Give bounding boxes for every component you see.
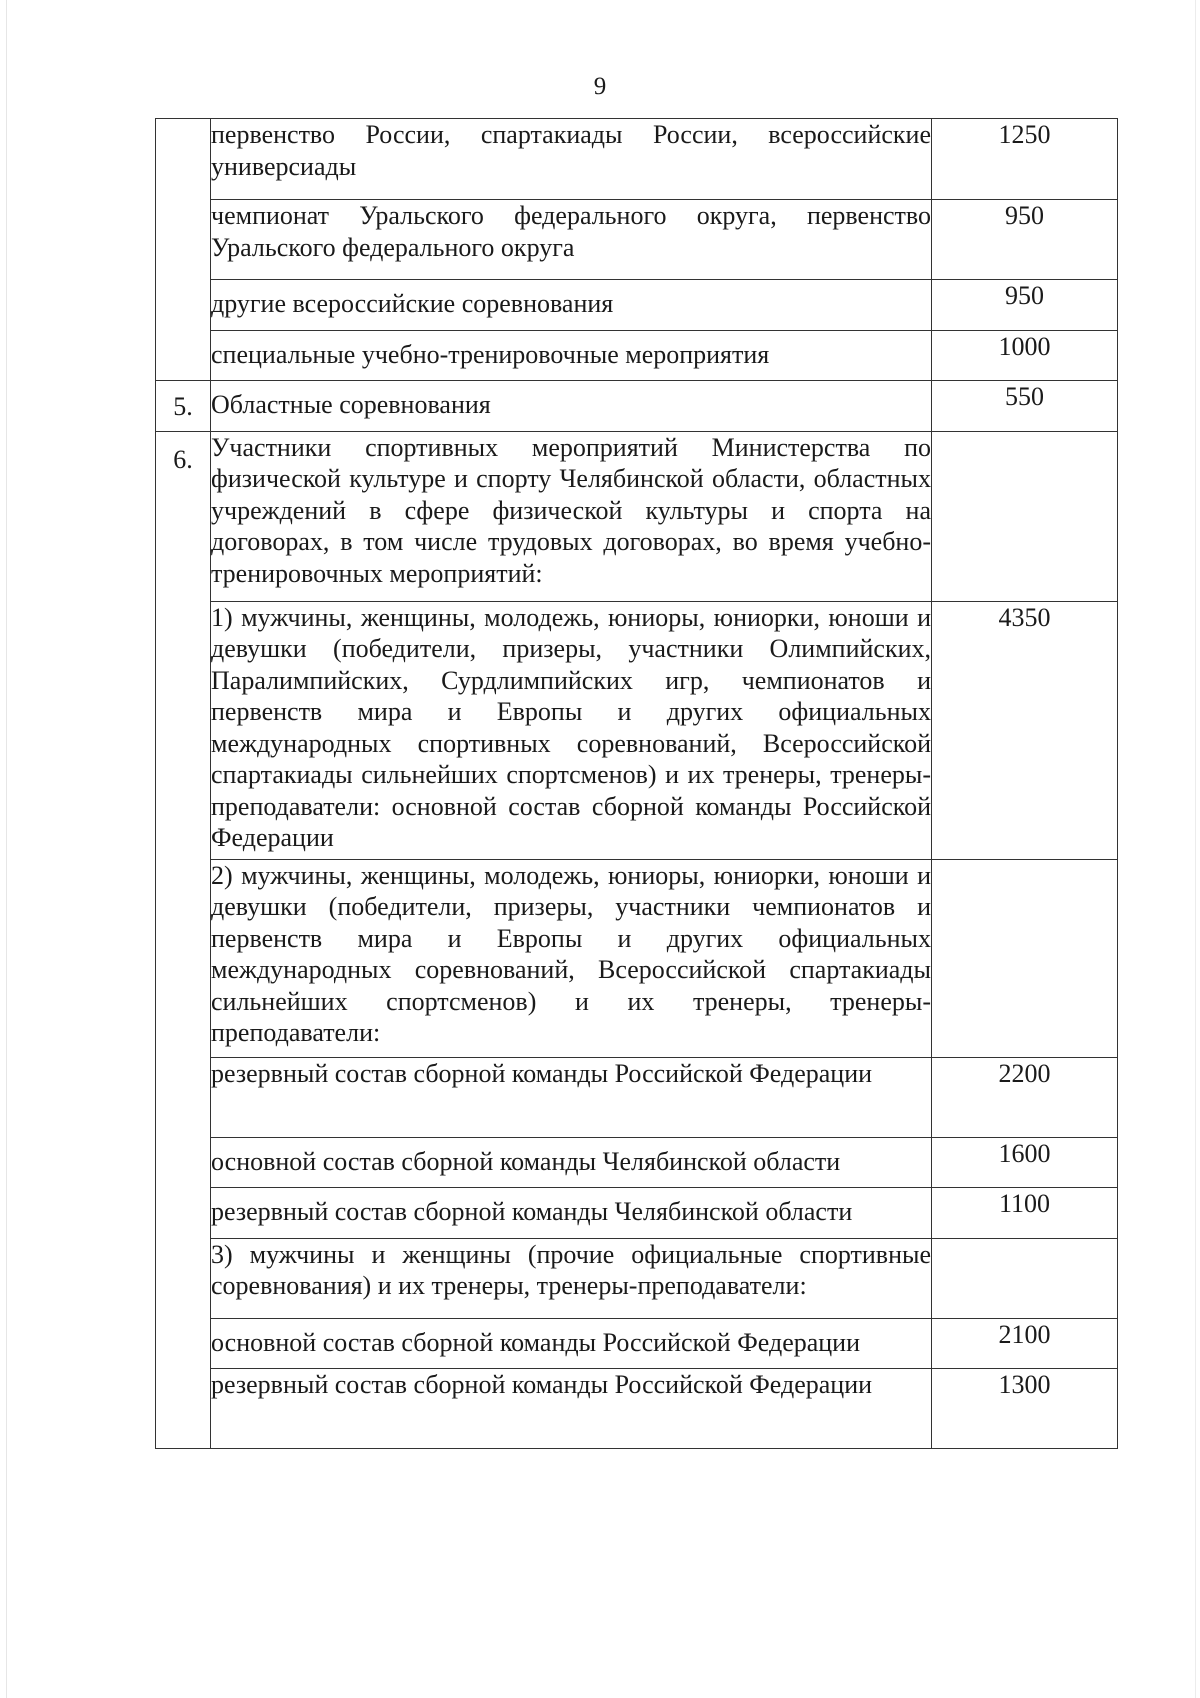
row-value-cell: 1300: [932, 1369, 1118, 1449]
row-value-cell: 2200: [932, 1057, 1118, 1137]
row-text-cell: [211, 1188, 932, 1239]
row-text: резервный состав сборной команды Российской Федерации: [211, 1370, 873, 1399]
row-text: основной состав сборной команды Российской Федерации: [211, 1327, 861, 1357]
row-text: 3) мужчины и женщины (прочие официальные спортивные соревнования) и их тренеры, тренеры-преподаватели:: [211, 1239, 931, 1300]
row-text: резервный состав сборной команды Российской Федерации: [211, 1058, 873, 1088]
row-text: 1) мужчины, женщины, молодежь, юниоры, юниорки, юноши и девушки (победители, призеры, участники Олимпийских, Паралимпийских, Сурдлимпийских игр, чемпионатов и первенств мира и Европы и других официальных международных спортивных соревнований, Всероссийской спартакиады сильнейших спортсменов) и их тренеры, тренеры-преподаватели: основной состав сборной команды Российской Федерации: [211, 602, 931, 852]
row-value-cell: [932, 431, 1118, 601]
row-text-cell: [211, 431, 932, 601]
row-text: Участники спортивных мероприятий Министерства по физической культуре и спорту Челябинской области, областных учреждений в сфере физической культуры и спорта на договорах, в том числе трудовых договорах, во время учебно-тренировочных мероприятий:: [211, 432, 931, 588]
table-row: [156, 1137, 1118, 1188]
table-row: [156, 280, 1118, 331]
row-text: другие всероссийские соревнования: [211, 289, 614, 318]
page-number: 9: [593, 73, 607, 100]
row-text-cell: [211, 330, 932, 381]
table-row: [156, 330, 1118, 381]
row-text: 2) мужчины, женщины, молодежь, юниоры, юниорки, юноши и девушки (победители, призеры, участники чемпионатов и первенств мира и Европы и других официальных международных соревнований, Всероссийской спартакиады сильнейших спортсменов) и их тренеры, тренеры-преподаватели:: [211, 860, 931, 1047]
table-row: [156, 1188, 1118, 1239]
row-text-cell: [211, 1137, 932, 1188]
table-row: [156, 601, 1118, 859]
row-number-cell: 5.: [156, 381, 211, 432]
row-value-cell: 950: [932, 280, 1118, 331]
row-number-cell: 6.: [156, 431, 211, 1449]
row-value-cell: 950: [932, 200, 1118, 280]
row-text-cell: [211, 1318, 932, 1369]
row-text-cell: [211, 1238, 932, 1318]
row-text-cell: [211, 119, 932, 200]
table-row: [156, 1057, 1118, 1137]
table-row: [156, 381, 1118, 432]
rates-table: [155, 118, 1118, 1449]
row-value-cell: [932, 1238, 1118, 1318]
table-row: [156, 1369, 1118, 1449]
scan-edge-left: [6, 0, 7, 1698]
table-row: [156, 1238, 1118, 1318]
row-value-cell: [932, 859, 1118, 1057]
row-text: резервный состав сборной команды Челябинской области: [211, 1197, 853, 1226]
row-text: первенство России, спартакиады России, всероссийские универсиады: [211, 120, 931, 181]
scan-edge-right: [1195, 0, 1196, 1698]
row-text-cell: [211, 200, 932, 280]
row-text: основной состав сборной команды Челябинской области: [211, 1146, 841, 1176]
row-number-cell: [156, 119, 211, 381]
row-text-cell: [211, 601, 932, 859]
row-value-cell: 550: [932, 381, 1118, 432]
table-row: [156, 1318, 1118, 1369]
row-text-cell: [211, 381, 932, 432]
table-row: [156, 859, 1118, 1057]
row-value-cell: 1600: [932, 1137, 1118, 1188]
row-text: чемпионат Уральского федерального округа, первенство Уральского федерального округа: [211, 201, 931, 262]
row-text-cell: [211, 859, 932, 1057]
row-value-cell: 1000: [932, 330, 1118, 381]
row-text-cell: [211, 1369, 932, 1449]
table-row: [156, 200, 1118, 280]
row-text-cell: [211, 1057, 932, 1137]
row-value-cell: 4350: [932, 601, 1118, 859]
row-text: Областные соревнования: [211, 390, 491, 419]
row-value-cell: 2100: [932, 1318, 1118, 1369]
row-value-cell: 1100: [932, 1188, 1118, 1239]
row-text: специальные учебно-тренировочные мероприятия: [211, 339, 770, 369]
table-row: [156, 431, 1118, 601]
row-text-cell: [211, 280, 932, 331]
table-row: [156, 119, 1118, 200]
row-value-cell: 1250: [932, 119, 1118, 200]
